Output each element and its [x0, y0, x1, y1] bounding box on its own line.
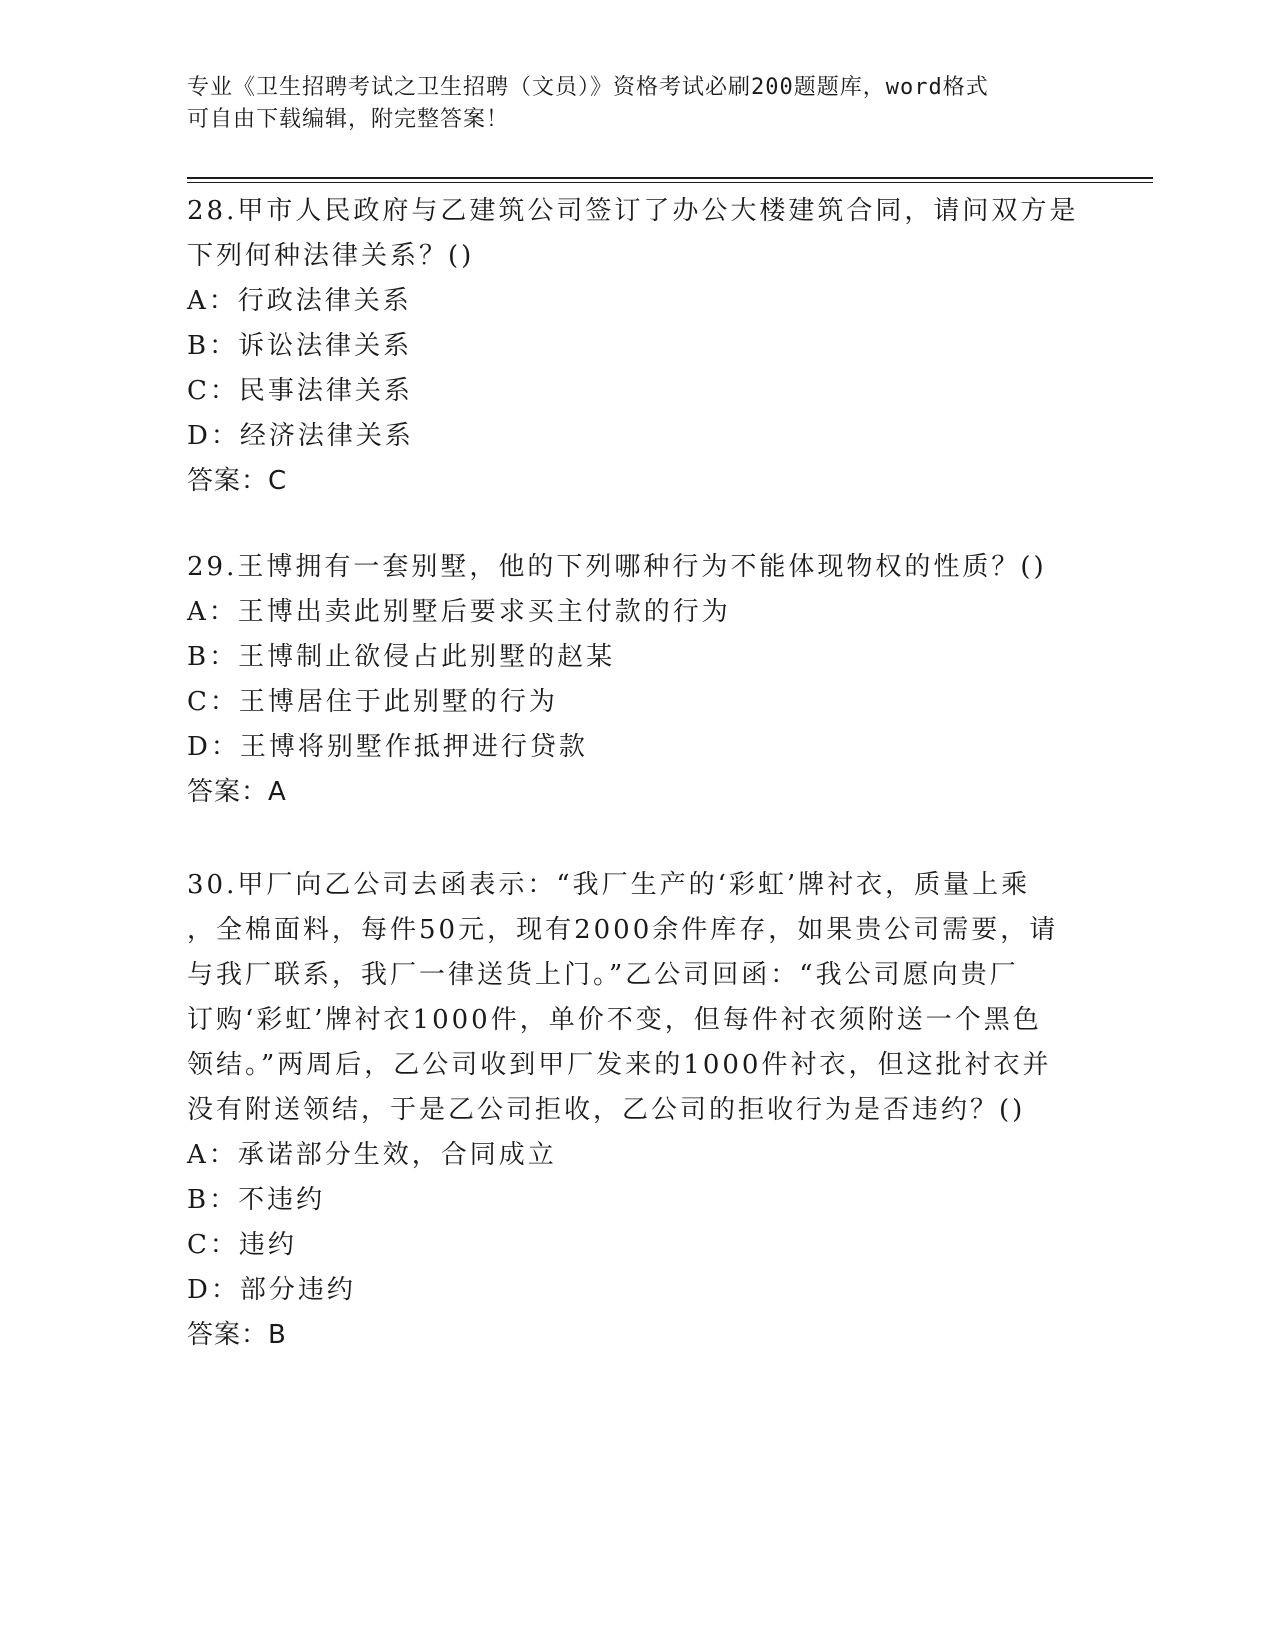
question-text-line: 下列何种法律关系？()	[187, 241, 475, 271]
option-a: A：王博出卖此别墅后要求买主付款的行为	[187, 597, 731, 627]
option-a: A：承诺部分生效，合同成立	[187, 1140, 557, 1170]
answer-line: 答案：B	[187, 1320, 287, 1350]
question-text-line: 28.甲市人民政府与乙建筑公司签订了办公大楼建筑合同，请问双方是	[187, 196, 1079, 226]
option-d: D：王博将别墅作抵押进行贷款	[187, 732, 588, 762]
answer-line: 答案：C	[187, 466, 288, 496]
header-line-1: 专业《卫生招聘考试之卫生招聘（文员）》资格考试必刷200题题库，word格式	[187, 75, 989, 100]
header-line-2: 可自由下载编辑，附完整答案！	[187, 107, 510, 132]
question-text-line: 订购‘彩虹’牌衬衣1000件，单价不变，但每件衬衣须附送一个黑色	[187, 1005, 1042, 1035]
option-c: C：违约	[187, 1230, 297, 1260]
question-text-line: ，全棉面料，每件50元，现有2000余件库存，如果贵公司需要，请	[187, 915, 1059, 945]
question-30	[187, 863, 1087, 1358]
question-28	[187, 189, 1087, 504]
option-c: C：王博居住于此别墅的行为	[187, 687, 558, 717]
option-b: B：王博制止欲侵占此别墅的赵某	[187, 642, 616, 672]
answer-line: 答案：A	[187, 777, 287, 807]
option-a: A：行政法律关系	[187, 286, 412, 316]
question-text-line: 29.王博拥有一套别墅，他的下列哪种行为不能体现物权的性质？()	[187, 552, 1047, 582]
option-d: D：经济法律关系	[187, 421, 414, 451]
option-b: B：不违约	[187, 1185, 326, 1215]
question-29	[187, 545, 1087, 815]
header-divider-thin	[187, 182, 1153, 183]
option-b: B：诉讼法律关系	[187, 331, 413, 361]
document-header	[187, 72, 1087, 136]
question-text-line: 领结。”两周后，乙公司收到甲厂发来的1000件衬衣，但这批衬衣并	[187, 1050, 1052, 1080]
question-text-line: 没有附送领结，于是乙公司拒收，乙公司的拒收行为是否违约？()	[187, 1095, 1026, 1125]
option-c: C：民事法律关系	[187, 376, 413, 406]
header-divider-thick	[187, 177, 1153, 179]
question-text-line: 30.甲厂向乙公司去函表示：“我厂生产的‘彩虹’牌衬衣，质量上乘	[187, 870, 1031, 900]
option-d: D：部分违约	[187, 1275, 356, 1305]
question-text-line: 与我厂联系，我厂一律送货上门。”乙公司回函：“我公司愿向贵厂	[187, 960, 1019, 990]
